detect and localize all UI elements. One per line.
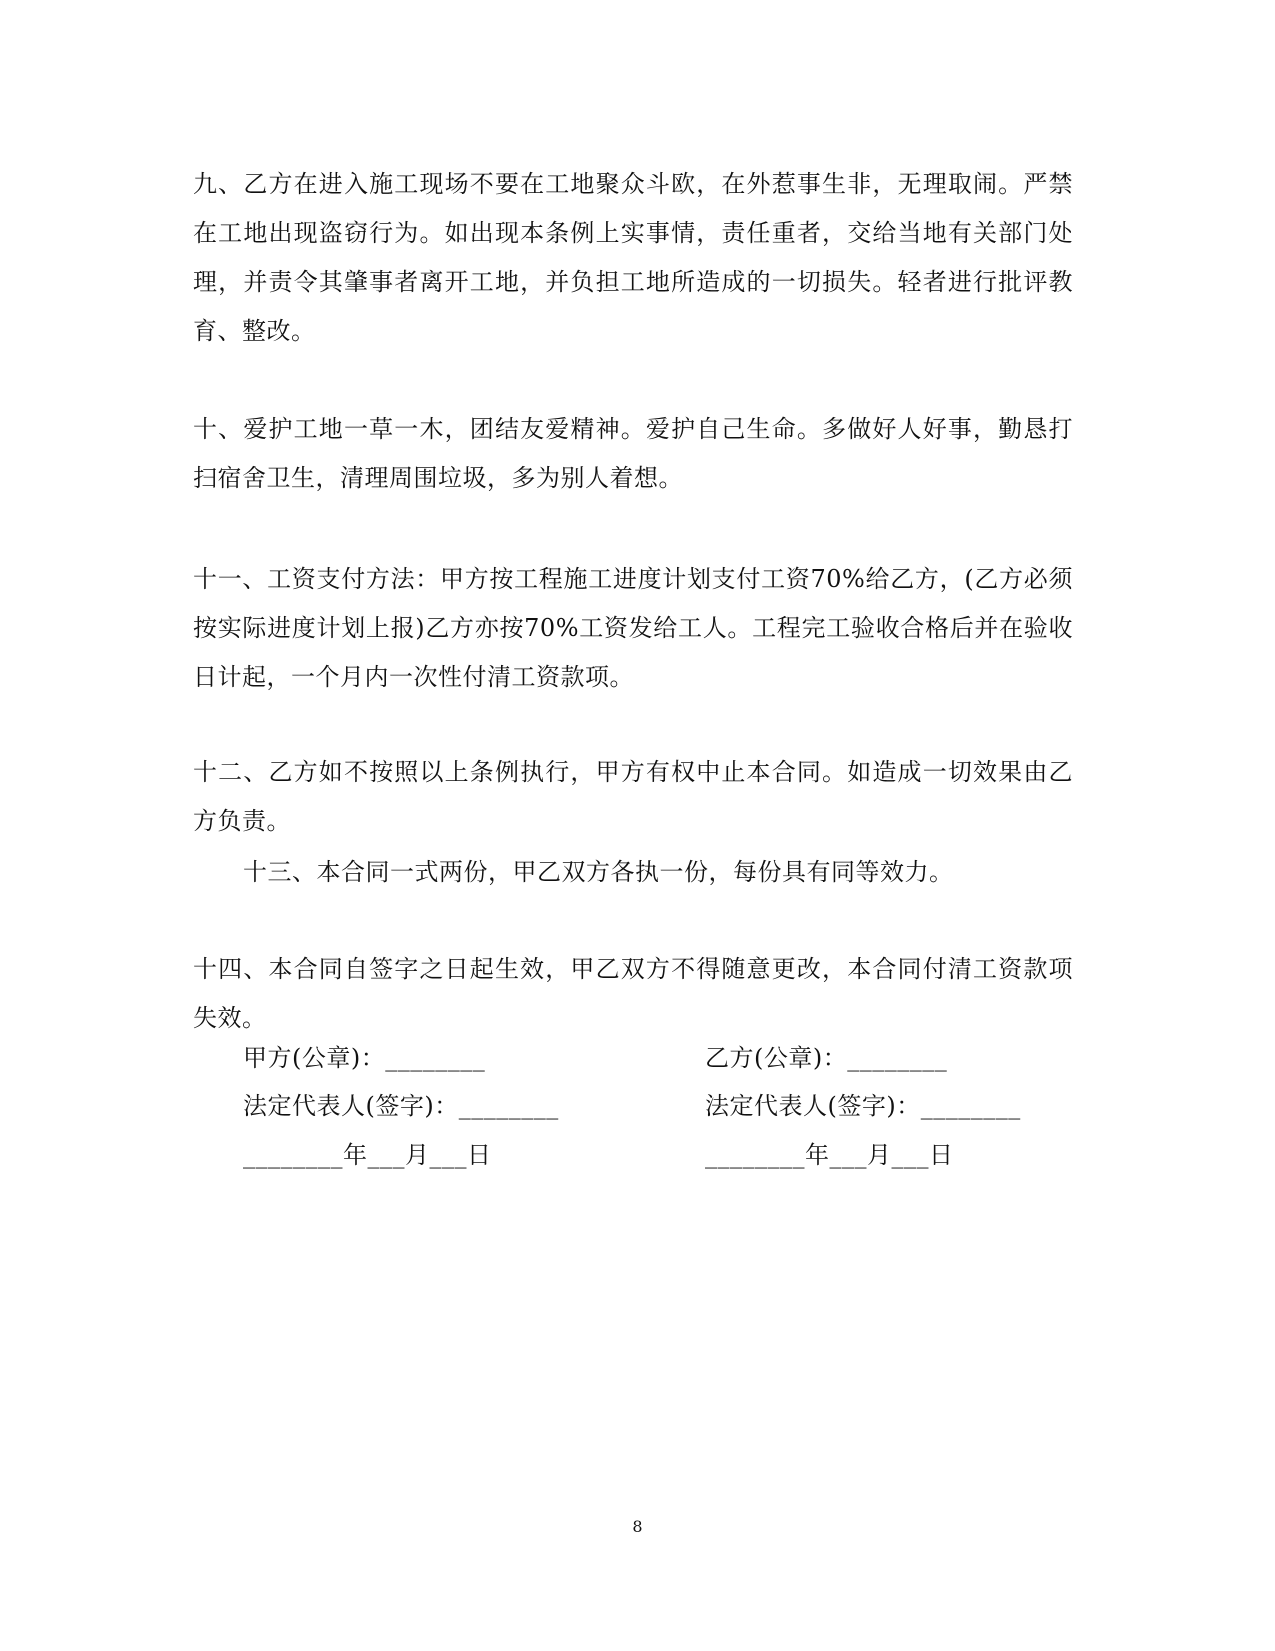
party-b-date: ________年___月___日	[705, 1141, 954, 1169]
party-a-date: ________年___月___日	[243, 1141, 492, 1169]
clause-11: 十一、工资支付方法：甲方按工程施工进度计划支付工资70%给乙方，(乙方必须按实际进度计划上报)乙方亦按70%工资发给工人。工程完工验收合格后并在验收日计起，一个月内一次性付清工资款项。	[193, 565, 1073, 691]
party-b-representative: 法定代表人(签字)：________	[705, 1092, 1021, 1120]
clause-14: 十四、本合同自签字之日起生效，甲乙双方不得随意更改，本合同付清工资款项失效。	[193, 955, 1073, 1032]
page-number: 8	[632, 1517, 643, 1536]
clause-10: 十、爱护工地一草一木，团结友爱精神。爱护自己生命。多做好人好事，勤恳打扫宿舍卫生，清理周围垃圾，多为别人着想。	[193, 415, 1073, 492]
party-b-seal: 乙方(公章)：________	[705, 1044, 948, 1072]
party-a-representative: 法定代表人(签字)：________	[243, 1092, 559, 1120]
clause-13: 十三、本合同一式两份，甲乙双方各执一份，每份具有同等效力。	[243, 858, 954, 886]
clause-12: 十二、乙方如不按照以上条例执行，甲方有权中止本合同。如造成一切效果由乙方负责。	[193, 758, 1073, 835]
party-a-seal: 甲方(公章)：________	[243, 1044, 486, 1072]
clause-9: 九、乙方在进入施工现场不要在工地聚众斗欧，在外惹事生非，无理取闹。严禁在工地出现盗窃行为。如出现本条例上实事情，责任重者，交给当地有关部门处理，并责令其肇事者离开工地，并负担工地所造成的一切损失。轻者进行批评教育、整改。	[193, 170, 1073, 345]
